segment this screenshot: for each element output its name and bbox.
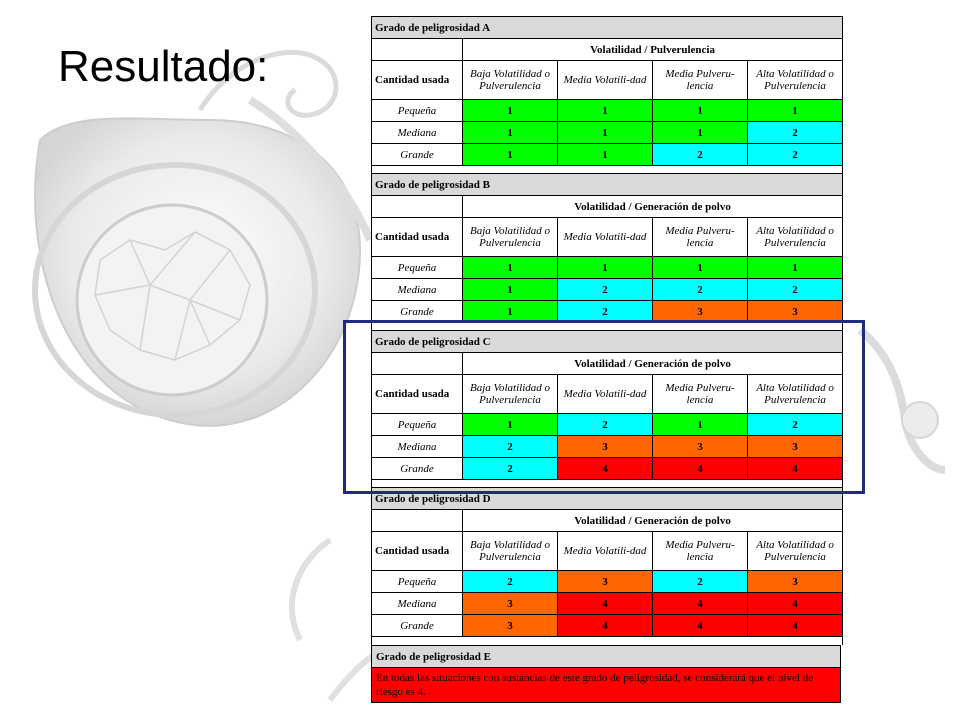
risk-cell: 3	[653, 436, 748, 458]
table-spacer	[371, 637, 843, 645]
risk-cell: 2	[748, 122, 843, 144]
column-header: Baja Volatilidad o Pulverulencia	[463, 375, 558, 414]
blank-cell	[372, 196, 463, 218]
column-header: Media Volatili-dad	[558, 218, 653, 257]
table-row	[372, 458, 843, 480]
table-grado-b	[371, 173, 843, 323]
risk-cell: 1	[653, 122, 748, 144]
risk-cell: 4	[558, 615, 653, 637]
volatility-header: Volatilidad / Pulverulencia	[463, 39, 843, 61]
table-title: Grado de peligrosidad A	[372, 17, 843, 39]
column-header: Media Volatili-dad	[558, 61, 653, 100]
risk-cell: 1	[558, 144, 653, 166]
quantity-header: Cantidad usada	[372, 61, 463, 100]
column-header: Baja Volatilidad o Pulverulencia	[463, 218, 558, 257]
row-label: Grande	[372, 458, 463, 480]
risk-cell: 2	[463, 571, 558, 593]
risk-cell: 3	[463, 593, 558, 615]
risk-cell: 4	[558, 458, 653, 480]
row-label: Mediana	[372, 593, 463, 615]
risk-cell: 2	[653, 144, 748, 166]
column-header: Alta Volatilidad o Pulverulencia	[748, 61, 843, 100]
risk-cell: 2	[748, 414, 843, 436]
table-title: Grado de peligrosidad D	[372, 488, 843, 510]
table-row	[372, 279, 843, 301]
risk-cell: 1	[653, 257, 748, 279]
risk-cell: 1	[558, 257, 653, 279]
table-title: Grado de peligrosidad C	[372, 331, 843, 353]
table-row	[372, 122, 843, 144]
table-grado-a	[371, 16, 843, 166]
risk-cell: 1	[463, 122, 558, 144]
table-grado-c	[371, 330, 843, 480]
column-header: Media Pulveru-lencia	[653, 532, 748, 571]
risk-cell: 2	[463, 458, 558, 480]
row-label: Pequeña	[372, 257, 463, 279]
risk-cell: 1	[653, 100, 748, 122]
risk-cell: 1	[463, 144, 558, 166]
row-label: Grande	[372, 301, 463, 323]
risk-cell: 1	[653, 414, 748, 436]
blank-cell	[372, 510, 463, 532]
table-row	[372, 414, 843, 436]
risk-cell: 4	[653, 458, 748, 480]
table-title: Grado de peligrosidad B	[372, 174, 843, 196]
slide-title: Resultado:	[58, 42, 269, 91]
risk-cell: 1	[748, 257, 843, 279]
table-row	[372, 615, 843, 637]
volatility-header: Volatilidad / Generación de polvo	[463, 196, 843, 218]
row-label: Pequeña	[372, 414, 463, 436]
risk-cell: 2	[558, 301, 653, 323]
risk-cell: 3	[558, 571, 653, 593]
risk-cell: 2	[748, 279, 843, 301]
table-title: Grado de peligrosidad E	[372, 646, 841, 668]
table-e-note: En todas las situaciones con sustancias de este grado de peligrosidad, se considerará que el nivel de riesgo es 4.	[372, 668, 841, 703]
blank-cell	[372, 39, 463, 61]
column-header: Alta Volatilidad o Pulverulencia	[748, 532, 843, 571]
risk-cell: 2	[748, 144, 843, 166]
table-row	[372, 571, 843, 593]
column-header: Media Volatili-dad	[558, 532, 653, 571]
risk-cell: 1	[748, 100, 843, 122]
risk-cell: 2	[558, 279, 653, 301]
risk-cell: 1	[463, 301, 558, 323]
risk-cell: 3	[748, 301, 843, 323]
risk-cell: 3	[653, 301, 748, 323]
table-grado-d	[371, 487, 843, 637]
risk-cell: 4	[653, 615, 748, 637]
risk-cell: 4	[748, 615, 843, 637]
column-header: Media Pulveru-lencia	[653, 375, 748, 414]
table-row	[372, 257, 843, 279]
row-label: Pequeña	[372, 100, 463, 122]
column-header: Alta Volatilidad o Pulverulencia	[748, 375, 843, 414]
row-label: Grande	[372, 144, 463, 166]
table-row	[372, 144, 843, 166]
risk-cell: 2	[463, 436, 558, 458]
risk-cell: 1	[463, 257, 558, 279]
column-header: Alta Volatilidad o Pulverulencia	[748, 218, 843, 257]
column-header: Baja Volatilidad o Pulverulencia	[463, 532, 558, 571]
blank-cell	[372, 353, 463, 375]
risk-cell: 4	[653, 593, 748, 615]
risk-cell: 1	[463, 279, 558, 301]
volatility-header: Volatilidad / Generación de polvo	[463, 353, 843, 375]
quantity-header: Cantidad usada	[372, 375, 463, 414]
table-spacer	[371, 480, 843, 487]
row-label: Pequeña	[372, 571, 463, 593]
table-row	[372, 100, 843, 122]
risk-cell: 3	[558, 436, 653, 458]
column-header: Media Volatili-dad	[558, 375, 653, 414]
risk-cell: 3	[463, 615, 558, 637]
risk-cell: 2	[653, 279, 748, 301]
risk-cell: 4	[748, 593, 843, 615]
risk-cell: 3	[748, 571, 843, 593]
risk-cell: 3	[748, 436, 843, 458]
risk-cell: 4	[558, 593, 653, 615]
table-row	[372, 593, 843, 615]
risk-cell: 4	[748, 458, 843, 480]
quantity-header: Cantidad usada	[372, 218, 463, 257]
table-row	[372, 436, 843, 458]
risk-cell: 1	[558, 122, 653, 144]
table-row	[372, 301, 843, 323]
table-spacer	[371, 323, 843, 330]
row-label: Mediana	[372, 122, 463, 144]
risk-cell: 1	[463, 414, 558, 436]
risk-cell: 2	[653, 571, 748, 593]
quantity-header: Cantidad usada	[372, 532, 463, 571]
row-label: Mediana	[372, 436, 463, 458]
volatility-header: Volatilidad / Generación de polvo	[463, 510, 843, 532]
column-header: Media Pulveru-lencia	[653, 218, 748, 257]
risk-cell: 2	[558, 414, 653, 436]
row-label: Mediana	[372, 279, 463, 301]
column-header: Baja Volatilidad o Pulverulencia	[463, 61, 558, 100]
risk-cell: 1	[558, 100, 653, 122]
column-header: Media Pulveru-lencia	[653, 61, 748, 100]
table-spacer	[371, 166, 843, 173]
table-grado-e	[371, 645, 841, 703]
row-label: Grande	[372, 615, 463, 637]
risk-cell: 1	[463, 100, 558, 122]
